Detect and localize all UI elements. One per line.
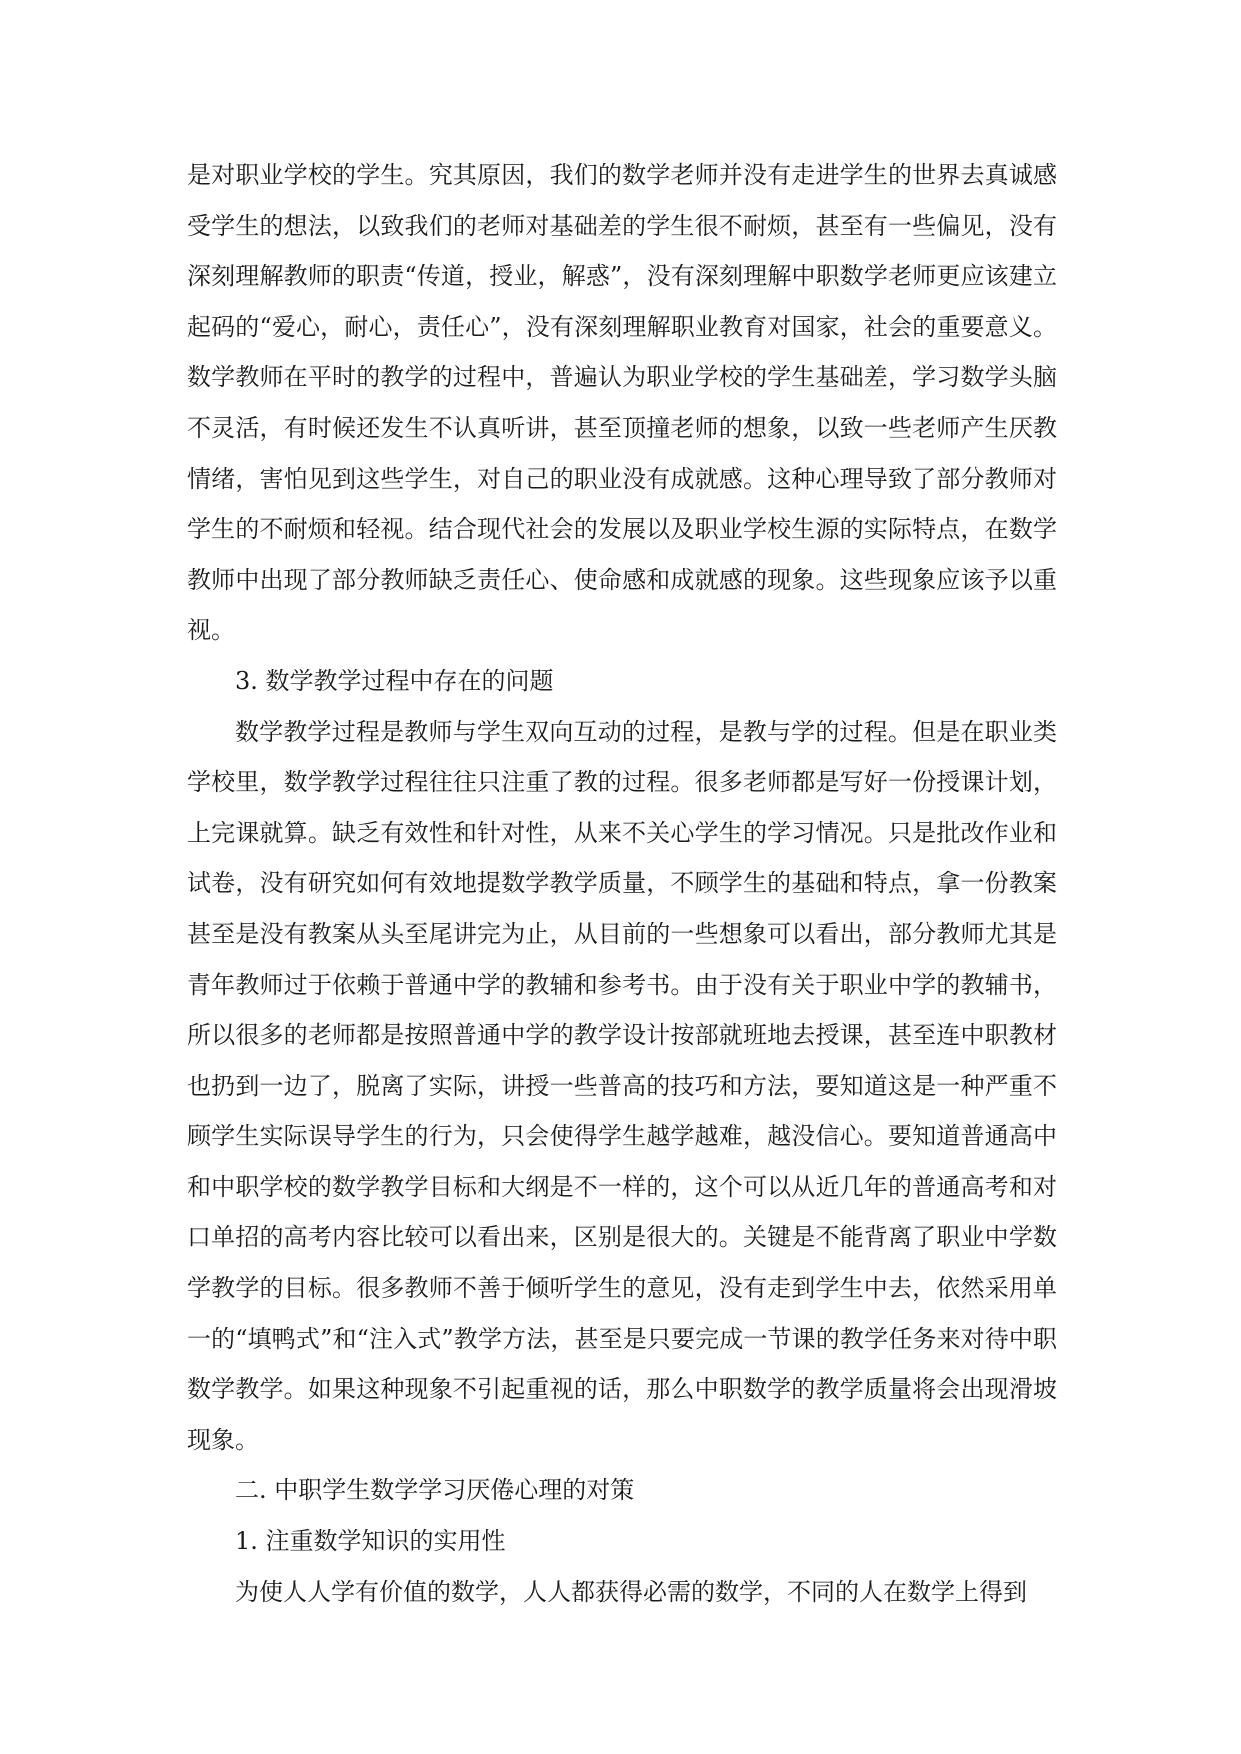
- section-heading-countermeasures: 二. 中职学生数学学习厌倦心理的对策: [235, 1476, 635, 1505]
- subsection-heading-practicality: 1. 注重数学知识的实用性: [235, 1527, 506, 1556]
- document-body: [187, 150, 1057, 1617]
- section-heading-teaching-process: 3. 数学教学过程中存在的问题: [235, 666, 554, 695]
- paragraph-teaching-process: 数学教学过程是教师与学生双向互动的过程，是教与学的过程。但是在职业类学校里，数学教学过程往往只注重了教的过程。很多老师都是写好一份授课计划，上完课就算。缺乏有效性和针对性，从来不关心学生的学习情况。只是批改作业和试卷，没有研究如何有效地提数学教学质量，不顾学生的基础和特点，拿一份教案甚至是没有教案从头至尾讲完为止，从目前的一些想象可以看出，部分教师尤其是青年教师过于依赖于普通中学的教辅和参考书。由于没有关于职业中学的教辅书，所以很多的老师都是按照普通中学的教学设计按部就班地去授课，甚至连中职教材也扔到一边了，脱离了实际，讲授一些普高的技巧和方法，要知道这是一种严重不顾学生实际误导学生的行为，只会使得学生越学越难，越没信心。要知道普通高中和中职学校的数学教学目标和大纲是不一样的，这个可以从近几年的普通高考和对口单招的高考内容比较可以看出来，区别是很大的。关键是不能背离了职业中学数学教学的目标。很多教师不善于倾听学生的意见，没有走到学生中去，依然采用单一的“填鸭式”和“注入式”教学方法，甚至是只要完成一节课的教学任务来对待中职数学教学。如果这种现象不引起重视的话，那么中职数学的教学质量将会出现滑坡现象。: [187, 717, 1057, 1454]
- paragraph-practicality: 为使人人学有价值的数学，人人都获得必需的数学，不同的人在数学上得到: [235, 1577, 1027, 1606]
- paragraph-teacher-attitude: 是对职业学校的学生。究其原因，我们的数学老师并没有走进学生的世界去真诚感受学生的想法，以致我们的老师对基础差的学生很不耐烦，甚至有一些偏见，没有深刻理解教师的职责“传道，授业，解惑”，没有深刻理解中职数学老师更应该建立起码的“爱心，耐心，责任心”，没有深刻理解职业教育对国家，社会的重要意义。数学教师在平时的教学的过程中，普遍认为职业学校的学生基础差，学习数学头脑不灵活，有时候还发生不认真听讲，甚至顶撞老师的想象，以致一些老师产生厌教情绪，害怕见到这些学生，对自己的职业没有成就感。这种心理导致了部分教师对学生的不耐烦和轻视。结合现代社会的发展以及职业学校生源的实际特点，在数学教师中出现了部分教师缺乏责任心、使命感和成就感的现象。这些现象应该予以重视。: [187, 161, 1057, 645]
